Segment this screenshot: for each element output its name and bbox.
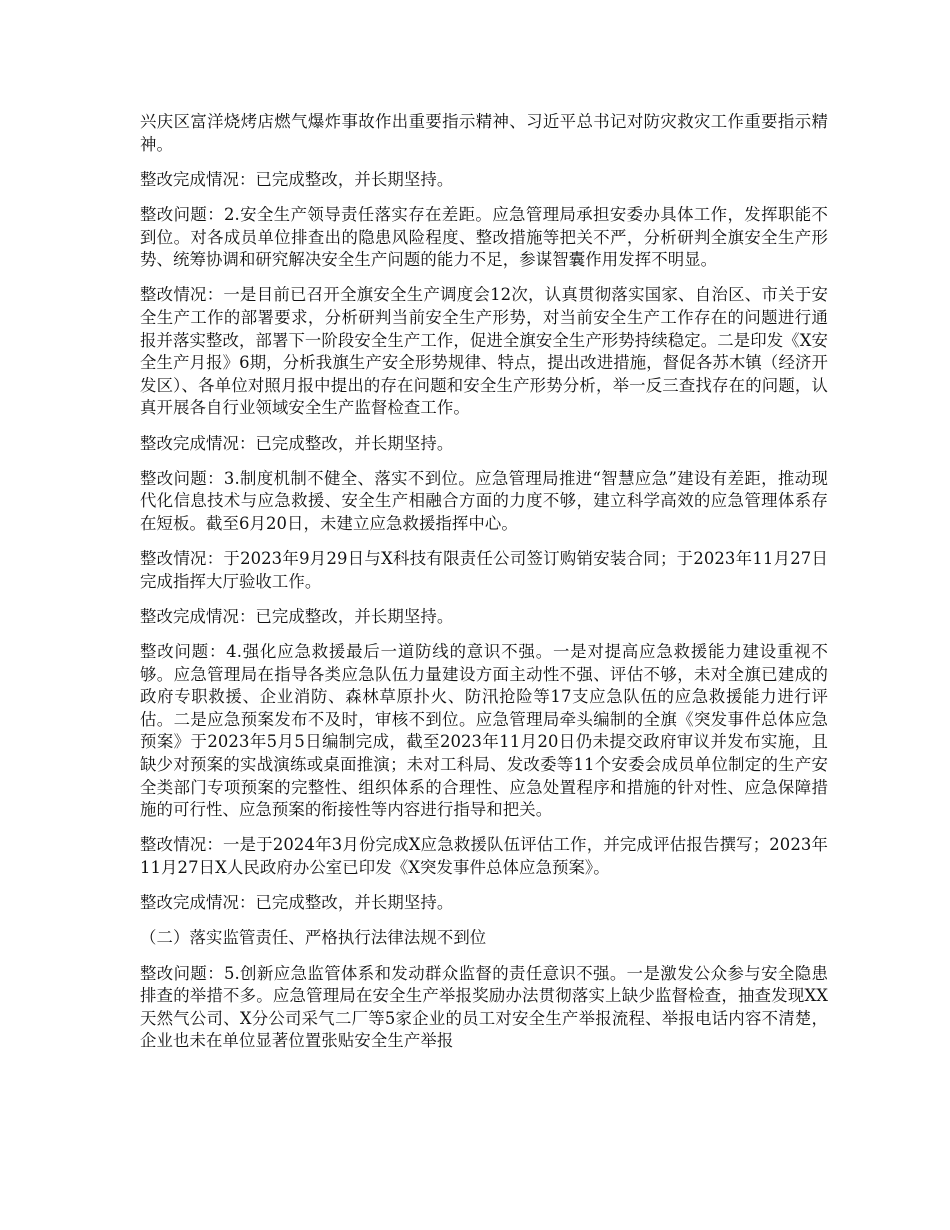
paragraph-status-4: 整改完成情况：已完成整改，并长期坚持。 xyxy=(140,893,454,913)
document-page xyxy=(140,111,828,1053)
paragraph-measure-4: 整改情况：一是于2024年3月份完成X应急救援队伍评估工作，并完成评估报告撰写；2023年11月27日X人民政府办公室已印发《X突发事件总体应急预案》。 xyxy=(140,835,828,877)
section-heading-2: （二）落实监管责任、严格执行法律法规不到位 xyxy=(140,928,487,948)
paragraph-issue-5: 整改问题：5.创新应急监管体系和发动群众监督的责任意识不强。一是激发公众参与安全隐患排查的举措不多。应急管理局在安全生产举报奖励办法贯彻落实上缺少监督检查，抽查发现XX天然气公司、X分公司采气二厂等5家企业的员工对安全生产举报流程、举报电话内容不清楚，企业也未在单位显著位置张贴安全生产举报 xyxy=(140,963,828,1051)
paragraph-issue-4: 整改问题：4.强化应急救援最后一道防线的意识不强。一是对提高应急救援能力建设重视不够。应急管理局在指导各类应急队伍力量建设方面主动性不强、评估不够，未对全旗已建成的政府专职救援、企业消防、森林草原扑火、防汛抢险等17支应急队伍的应急救援能力进行评估。二是应急预案发布不及时，审核不到位。应急管理局牵头编制的全旗《突发事件总体应急预案》于2023年5月5日编制完成，截至2023年11月20日仍未提交政府审议并发布实施，且缺少对预案的实战演练或桌面推演；未对工科局、发改委等11个安委会成员单位制定的生产安全类部门专项预案的完整性、组织体系的合理性、应急处置程序和措施的针对性、应急保障措施的可行性、应急预案的衔接性等内容进行指导和把关。 xyxy=(140,642,828,820)
paragraph-issue-3: 整改问题：3.制度机制不健全、落实不到位。应急管理局推进“智慧应急”建设有差距，推动现代化信息技术与应急救援、安全生产相融合方面的力度不够，建立科学高效的应急管理体系存在短板。截至6月20日，未建立应急救援指挥中心。 xyxy=(140,468,828,533)
paragraph-measure-3: 整改情况：于2023年9月29日与X科技有限责任公司签订购销安装合同；于2023年11月27日完成指挥大厅验收工作。 xyxy=(140,549,828,591)
paragraph-intro-continuation: 兴庆区富洋烧烤店燃气爆炸事故作出重要指示精神、习近平总书记对防灾救灾工作重要指示精神。 xyxy=(140,112,828,154)
paragraph-status-3: 整改完成情况：已完成整改，并长期坚持。 xyxy=(140,606,454,626)
paragraph-measure-2: 整改情况：一是目前已召开全旗安全生产调度会12次，认真贯彻落实国家、自治区、市关于安全生产工作的部署要求，分析研判当前安全生产形势，对当前安全生产工作存在的问题进行通报并落实整改，部署下一阶段安全生产工作，促进全旗安全生产形势持续稳定。二是印发《X安全生产月报》6期，分析我旗生产安全形势规律、特点，提出改进措施，督促各苏木镇（经济开发区）、各单位对照月报中提出的存在问题和安全生产形势分析，举一反三查找存在的问题，认真开展各自行业领域安全生产监督检查工作。 xyxy=(140,285,828,418)
paragraph-issue-2: 整改问题：2.安全生产领导责任落实存在差距。应急管理局承担安委办具体工作，发挥职能不到位。对各成员单位排查出的隐患风险程度、整改措施等把关不严，分析研判全旗安全生产形势、统筹协调和研究解决安全生产问题的能力不足，参谋智囊作用发挥不明显。 xyxy=(140,204,828,270)
paragraph-status-1: 整改完成情况：已完成整改，并长期坚持。 xyxy=(140,169,454,189)
paragraph-status-2: 整改完成情况：已完成整改，并长期坚持。 xyxy=(140,433,454,453)
